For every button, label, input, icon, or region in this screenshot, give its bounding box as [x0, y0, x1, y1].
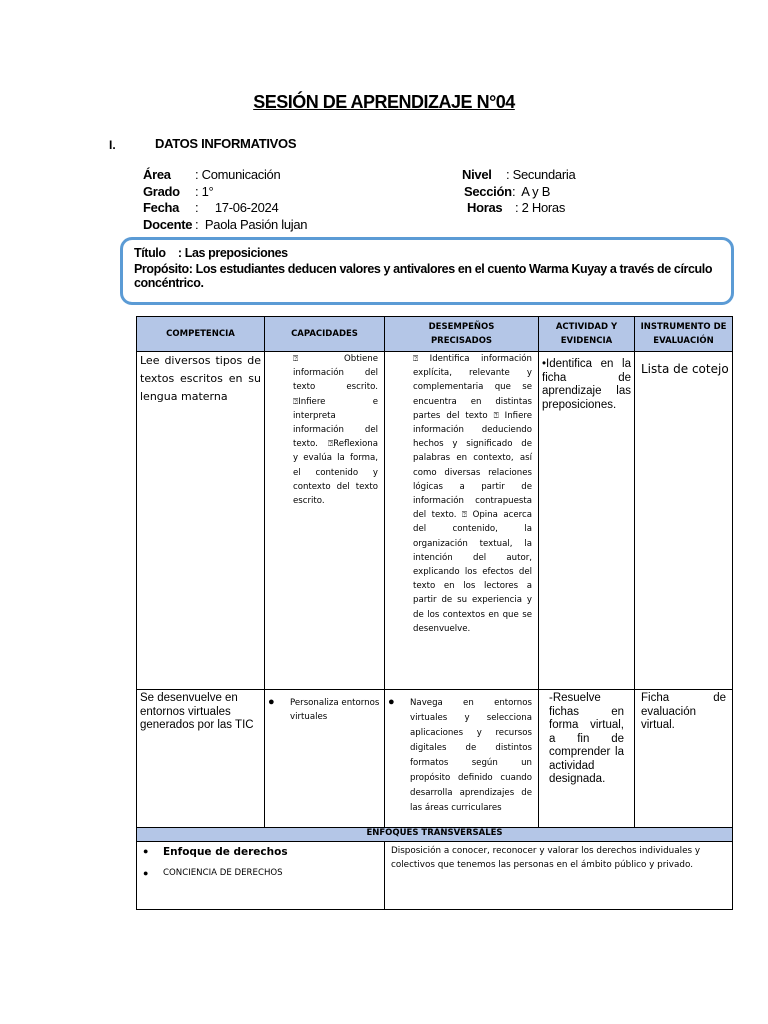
table-row [137, 842, 733, 910]
header-capacidades: CAPACIDADES [265, 317, 385, 352]
titulo-value: Las preposiciones [184, 246, 288, 260]
row2-capacidades-cell [265, 690, 385, 828]
bullet-icon: ● [143, 846, 149, 856]
row1-instrumento: Lista de cotejo [635, 352, 733, 690]
row2-actividad: -Resuelve fichas en forma virtual, a fin de comprender la actividad designada. [539, 690, 635, 828]
titulo-line [134, 246, 288, 260]
header-desempenos: DESEMPEÑOS PRECISADOS [385, 317, 539, 352]
enfoques-header: ENFOQUES TRANSVERSALES [137, 828, 733, 842]
row2-capacidades: Personaliza entornos virtuales [290, 698, 380, 723]
grado-label: Grado [143, 183, 180, 199]
row1-actividad: •Identifica en la ficha de aprendizaje las preposiciones. [539, 352, 635, 690]
proposito-line [134, 262, 768, 290]
enfoques-header-row [137, 828, 733, 842]
page-title: SESIÓN DE APRENDIZAJE N°04 [253, 92, 515, 112]
bullet-icon: ● [388, 696, 395, 708]
info-right [462, 167, 575, 217]
proposito-value: Los estudiantes deducen valores y antivalores en el cuento Warma Kuyay a través de círculo concéntrico. [134, 262, 713, 290]
section-title: DATOS INFORMATIVOS [155, 136, 297, 151]
fecha-label: Fecha [143, 200, 180, 215]
info-left [143, 167, 307, 233]
docente-value: : Paola Pasión lujan [195, 216, 308, 232]
row2-competencia: Se desenvuelve en entornos virtuales generados por las TIC [137, 690, 265, 828]
bullet-icon: ● [143, 868, 149, 878]
row2-instrumento: Ficha de evaluación virtual. [635, 690, 733, 828]
seccion-value: : A y B [512, 183, 551, 199]
nivel-label: Nivel [462, 167, 492, 182]
row2-desempenos: Navega en entornos virtuales y selecciona aplicaciones y recursos digitales de distintos formatos según un propósito definido cuando desarrolla aprendizajes de las áreas curriculares [410, 698, 532, 813]
nivel-value: : Secundaria [506, 167, 576, 182]
enfoque-description: Disposición a conocer, reconocer y valorar los derechos individuales y colectivos que tenemos las personas en el ámbito público y privado. [385, 842, 733, 910]
header-competencia: COMPETENCIA [137, 317, 265, 352]
header-instrumento: INSTRUMENTO DE EVALUACIÓN [635, 317, 733, 352]
enfoque-cell [137, 842, 385, 910]
area-label: Área [143, 167, 171, 182]
enfoque-name: Enfoque de derechos [163, 846, 288, 858]
table-row [137, 352, 733, 690]
row1-competencia: Lee diversos tipos de textos escritos en su lengua materna [137, 352, 265, 690]
enfoque-value: CONCIENCIA DE DERECHOS [163, 868, 283, 878]
bullet-icon: ● [268, 696, 275, 708]
row1-capacidades: ⍰ Obtiene información del texto escrito. ⍰Infiere e interpreta información del texto. ⍰Reflexiona y evalúa la forma, el contenido y contexto del texto escrito. [265, 352, 385, 690]
header-actividad: ACTIVIDAD Y EVIDENCIA [539, 317, 635, 352]
fecha-value: : 17-06-2024 [195, 200, 279, 215]
horas-label: Horas [467, 200, 503, 215]
table-header-row [137, 317, 733, 352]
session-table [136, 316, 733, 910]
row1-desempenos: ⍰ Identifica información explícita, relevante y complementaria que se encuentra en distintas partes del texto ⍰ Infiere información deduciendo hechos y significado de palabras en contexto, así como diversas relaciones lógicas a partir de información contrapuesta del texto. ⍰ Opina acerca del contenido, la organización textual, la intención del autor, explicando los efectos del texto en los lectores a partir de su experiencia y de los contextos en que se desenvuelve. [385, 352, 539, 690]
row2-desempenos-cell [385, 690, 539, 828]
seccion-label: Sección [464, 183, 512, 199]
proposito-label: Propósito: [134, 262, 193, 276]
section-number: I. [109, 138, 116, 152]
horas-value: : 2 Horas [515, 200, 566, 215]
titulo-label: Título : [134, 246, 182, 260]
grado-value: : 1° [195, 183, 214, 199]
docente-label: Docente [143, 216, 193, 232]
area-value: : Comunicación [195, 167, 281, 182]
table-row [137, 690, 733, 828]
